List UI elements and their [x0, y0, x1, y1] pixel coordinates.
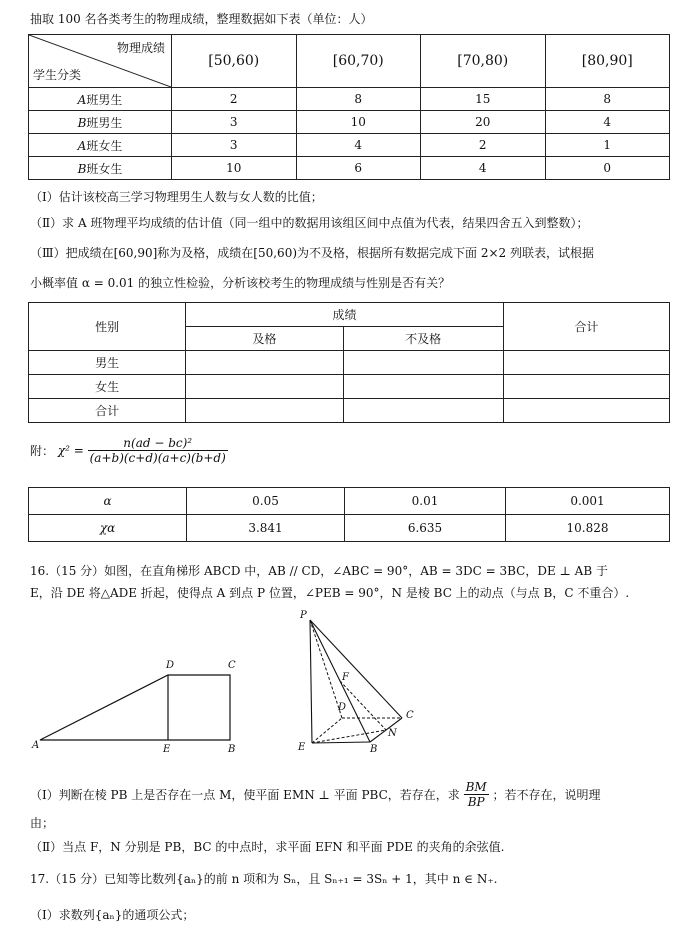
q16-part1-text-a: （Ⅰ）判断在棱 PB 上是否存在一点 M，使平面 EMN ⊥ 平面 PBC，若存在，求: [30, 788, 460, 802]
row-label: A班男生: [29, 88, 172, 111]
formula-numerator: n(ad − bc)²: [88, 436, 228, 451]
row-label: B班男生: [29, 111, 172, 134]
empty-cell: [503, 351, 669, 375]
critical-value-table: [28, 487, 670, 542]
total-header: 合计: [503, 303, 669, 351]
table-row: [29, 88, 670, 111]
gender-header: 性别: [29, 303, 186, 351]
label-B2: B: [370, 744, 378, 755]
bm-bp-fraction: [464, 780, 489, 809]
corner-top-label: 物理成绩: [116, 41, 165, 55]
q17-part1: （Ⅰ）求数列{aₙ}的通项公式；: [30, 908, 195, 922]
empty-cell: [186, 399, 343, 423]
empty-cell: [343, 399, 503, 423]
row-label: 女生: [29, 375, 186, 399]
label-C2: C: [406, 710, 414, 721]
score-table: [28, 34, 670, 180]
row-label: 合计: [29, 399, 186, 423]
q15-part2: （Ⅱ）求 A 班物理平均成绩的估计值（同一组中的数据用该组区间中点值为代表，结果四舍五入到整数）；: [30, 216, 589, 230]
table-cell: 4: [545, 111, 670, 134]
table-cell: 20: [421, 111, 546, 134]
table-cell: 2: [172, 88, 297, 111]
table-cell: 8: [296, 88, 421, 111]
q16-part1-text-b: ；若不存在，说明理: [492, 788, 601, 802]
table-row: [29, 134, 670, 157]
table-cell: 3.841: [187, 515, 345, 542]
table-row: [29, 488, 670, 515]
q15-part4: 小概率值 α = 0.01 的独立性检验，分析该校考生的物理成绩与性别是否有关？: [30, 276, 451, 290]
table-cell: 10: [296, 111, 421, 134]
empty-cell: [186, 351, 343, 375]
q16-part1: [30, 780, 601, 809]
q15-part1: （Ⅰ）估计该校高三学习物理男生人数与女人数的比值；: [30, 190, 323, 204]
q16-line2: E，沿 DE 将△ADE 折起，使得点 A 到点 P 位置，∠PEB = 90°，N 是棱 BC 上的动点（与点 B，C 不重合）.: [30, 586, 630, 600]
empty-cell: [343, 351, 503, 375]
fraction-denominator: BP: [467, 795, 485, 809]
chi-square-formula: [30, 436, 228, 465]
table-cell: 3: [172, 134, 297, 157]
row-label: A班女生: [29, 134, 172, 157]
pyramid-figure: [290, 610, 430, 760]
formula-lhs: χ² =: [57, 443, 84, 458]
label-N: N: [388, 728, 397, 739]
label-E2: E: [298, 742, 306, 753]
pyramid-drawing: [290, 610, 430, 760]
col-header: [70,80): [421, 35, 546, 88]
alpha-label: α: [29, 488, 187, 515]
table-cell: 4: [296, 134, 421, 157]
fraction-numerator: BM: [465, 780, 487, 794]
q16-part1-end: 由；: [30, 816, 55, 830]
table-cell: 10.828: [506, 515, 670, 542]
label-D: D: [166, 660, 175, 671]
label-D2: D: [338, 702, 347, 713]
table-cell: 15: [421, 88, 546, 111]
corner-bottom-label: 学生分类: [33, 68, 82, 82]
empty-cell: [503, 375, 669, 399]
table-cell: 8: [545, 88, 670, 111]
table-row: [29, 375, 670, 399]
table-cell: 3: [172, 111, 297, 134]
table-row: [29, 111, 670, 134]
label-F: F: [342, 672, 349, 683]
table-row: [29, 515, 670, 542]
row-label: 男生: [29, 351, 186, 375]
score-header: 成绩: [186, 303, 504, 327]
q17-line1: 17.（15 分）已知等比数列{aₙ}的前 n 项和为 Sₙ，且 Sₙ₊₁ = 3Sₙ + 1，其中 n ∈ N₊.: [30, 872, 498, 886]
trapezoid-drawing: [30, 650, 250, 760]
table-cell: 4: [421, 157, 546, 180]
q16-part2: （Ⅱ）当点 F，N 分别是 PB，BC 的中点时，求平面 EFN 和平面 PDE 的夹角的余弦值.: [30, 840, 505, 854]
table-cell: 0.05: [187, 488, 345, 515]
intro-text: 抽取 100 名各类考生的物理成绩，整理数据如下表（单位：人）: [30, 12, 373, 26]
table-cell: 6.635: [345, 515, 506, 542]
table-cell: 6: [296, 157, 421, 180]
contingency-table: [28, 302, 670, 423]
empty-cell: [343, 375, 503, 399]
label-B: B: [228, 744, 236, 755]
table-cell: 0: [545, 157, 670, 180]
label-P: P: [300, 610, 307, 621]
formula-denominator: (a+b)(c+d)(a+c)(b+d): [89, 451, 226, 465]
col-header: [50,60): [172, 35, 297, 88]
label-E: E: [163, 744, 171, 755]
table-cell: 0.01: [345, 488, 506, 515]
chi-alpha-label: χα: [29, 515, 187, 542]
row-label: B班女生: [29, 157, 172, 180]
corner-cell: [29, 35, 172, 88]
formula-fraction: [88, 436, 228, 465]
table-cell: 0.001: [506, 488, 670, 515]
col-header: [80,90]: [545, 35, 670, 88]
formula-prefix: 附：: [30, 444, 55, 458]
fail-header: 不及格: [343, 327, 503, 351]
table-row: [29, 157, 670, 180]
table-cell: 10: [172, 157, 297, 180]
table-row: [29, 351, 670, 375]
empty-cell: [186, 375, 343, 399]
pass-header: 及格: [186, 327, 343, 351]
trapezoid-figure: [30, 650, 250, 760]
table-cell: 2: [421, 134, 546, 157]
col-header: [60,70): [296, 35, 421, 88]
label-C: C: [228, 660, 236, 671]
table-row: [29, 399, 670, 423]
q15-part3: （Ⅲ）把成绩在[60,90]称为及格，成绩在[50,60)为不及格，根据所有数据完成下面 2×2 列联表，试根据: [30, 246, 594, 260]
table-cell: 1: [545, 134, 670, 157]
empty-cell: [503, 399, 669, 423]
q16-line1: 16.（15 分）如图，在直角梯形 ABCD 中，AB // CD，∠ABC = 90°，AB = 3DC = 3BC，DE ⊥ AB 于: [30, 564, 608, 578]
label-A: A: [32, 740, 40, 751]
